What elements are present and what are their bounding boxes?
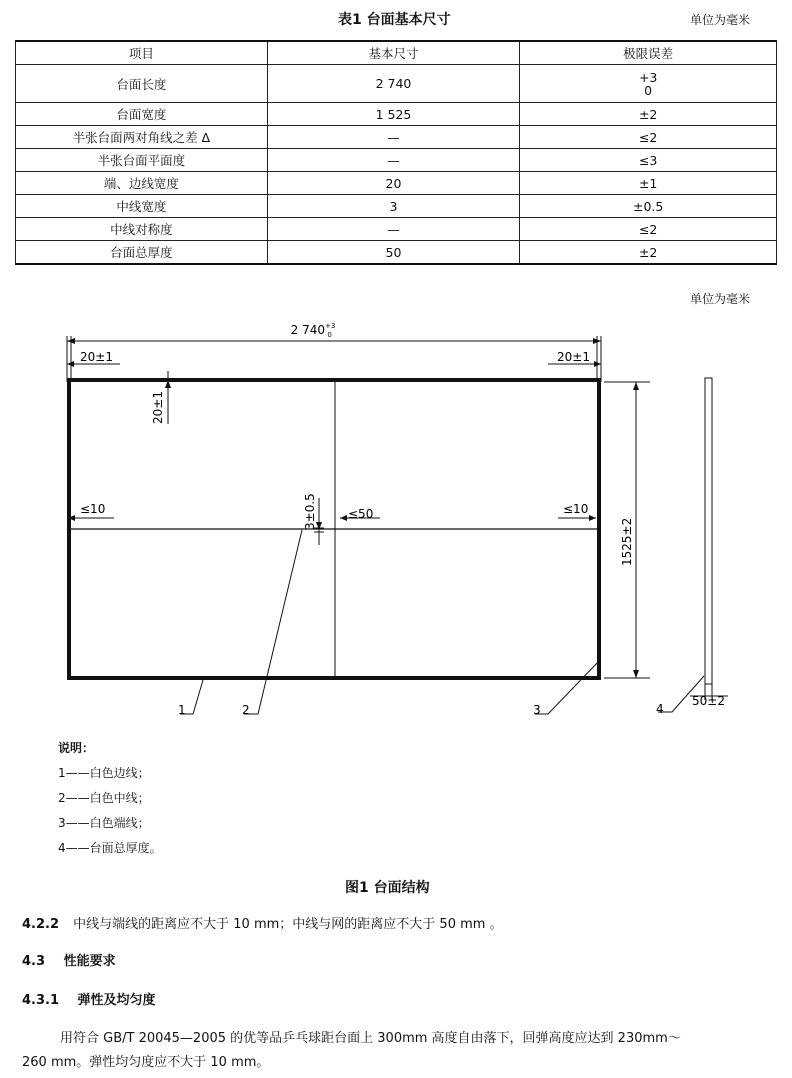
row-item: 中线对称度 bbox=[16, 218, 268, 241]
tolerance-lower: 0 bbox=[644, 82, 653, 98]
table-row bbox=[16, 172, 777, 195]
row-item: 端、边线宽度 bbox=[16, 172, 268, 195]
header-size: 基本尺寸 bbox=[267, 41, 520, 65]
section-title: 弹性及均匀度 bbox=[77, 993, 156, 1008]
callout-leader-3 bbox=[535, 660, 600, 714]
table-row bbox=[16, 195, 777, 218]
header-tolerance: 极限误差 bbox=[520, 41, 777, 65]
row-item: 台面宽度 bbox=[16, 103, 268, 126]
border-right-label: 20±1 bbox=[557, 350, 590, 364]
table-structure-drawing bbox=[0, 310, 792, 720]
end-line-label: 20±1 bbox=[151, 391, 165, 424]
header-item: 项目 bbox=[16, 41, 268, 65]
mid-line-label: 3±0.5 bbox=[303, 493, 317, 530]
center-gap-label: ≤50 bbox=[348, 507, 374, 521]
row-tolerance: ≤2 bbox=[520, 218, 777, 241]
table-row bbox=[16, 126, 777, 149]
table-unit: 单位为毫米 bbox=[690, 13, 751, 27]
tolerance-upper: +3 bbox=[638, 69, 658, 85]
legend-item: 4——台面总厚度。 bbox=[58, 841, 162, 855]
legend-title: 说明： bbox=[58, 741, 95, 755]
callout-1: 1 bbox=[178, 703, 186, 717]
row-item: 半张台面两对角线之差 Δ bbox=[16, 126, 268, 149]
border-left-label: 20±1 bbox=[80, 350, 113, 364]
length-label: 2 $740^{+3}$ 0 bbox=[290, 322, 336, 339]
row-size: 3 bbox=[267, 195, 520, 218]
arrow-head bbox=[633, 382, 639, 390]
figure-legend bbox=[58, 736, 162, 861]
row-size: 20 bbox=[267, 172, 520, 195]
table-row bbox=[16, 103, 777, 126]
thickness-label: 50±2 bbox=[692, 694, 725, 708]
row-tolerance: ±2 bbox=[520, 241, 777, 265]
callout-4: 4 bbox=[656, 702, 664, 716]
section-4-2-2 bbox=[22, 913, 503, 932]
row-size: 1 525 bbox=[267, 103, 520, 126]
row-tolerance: ≤3 bbox=[520, 149, 777, 172]
row-item: 半张台面平面度 bbox=[16, 149, 268, 172]
section-number: 4.3 bbox=[22, 954, 46, 969]
row-tolerance: ±0.5 bbox=[520, 195, 777, 218]
table-row bbox=[16, 65, 777, 103]
left-gap-label: ≤10 bbox=[80, 502, 106, 516]
arrow-head bbox=[589, 515, 596, 521]
row-size: — bbox=[267, 126, 520, 149]
legend-item: 3——白色端线； bbox=[58, 816, 150, 830]
callout-3: 3 bbox=[533, 703, 541, 717]
table-caption: 表1 台面基本尺寸 bbox=[338, 12, 451, 28]
callout-leader-2 bbox=[244, 530, 302, 714]
row-size: — bbox=[267, 218, 520, 241]
arrow-head bbox=[340, 515, 347, 521]
table-row bbox=[16, 218, 777, 241]
row-size: — bbox=[267, 149, 520, 172]
paragraph-line-2: 260 mm。弹性均匀度应不大于 10 mm。 bbox=[22, 1055, 270, 1070]
section-4-3 bbox=[22, 950, 116, 969]
table-row bbox=[16, 149, 777, 172]
row-size: 50 bbox=[267, 241, 520, 265]
section-title: 性能要求 bbox=[63, 954, 116, 969]
right-gap-label: ≤10 bbox=[563, 502, 589, 516]
row-item: 中线宽度 bbox=[16, 195, 268, 218]
section-number: 4.3.1 bbox=[22, 993, 60, 1008]
dimension-table bbox=[15, 40, 777, 265]
paragraph-line-1: 用符合 GB/T 20045—2005 的优等品乒乓球距台面上 300mm 高度自由落下，回弹高度应达到 230mm～ bbox=[60, 1031, 681, 1046]
section-number: 4.2.2 bbox=[22, 917, 60, 932]
row-tolerance: ≤2 bbox=[520, 126, 777, 149]
row-tolerance bbox=[520, 65, 777, 103]
row-tolerance: ±2 bbox=[520, 103, 777, 126]
row-size: 2 740 bbox=[267, 65, 520, 103]
legend-item: 1——白色边线； bbox=[58, 766, 150, 780]
figure-unit: 单位为毫米 bbox=[690, 292, 751, 306]
row-item: 台面总厚度 bbox=[16, 241, 268, 265]
arrow-head bbox=[633, 670, 639, 678]
legend-item: 2——白色中线； bbox=[58, 791, 150, 805]
section-body: 中线与端线的距离应不大于 10 mm；中线与网的距离应不大于 50 mm 。 bbox=[73, 917, 503, 932]
callout-2: 2 bbox=[242, 703, 250, 717]
table-row bbox=[16, 241, 777, 265]
section-4-3-1 bbox=[22, 989, 156, 1008]
side-view-outline bbox=[705, 378, 712, 684]
width-label: 1525±2 bbox=[620, 517, 634, 566]
row-tolerance: ±1 bbox=[520, 172, 777, 195]
row-item: 台面长度 bbox=[16, 65, 268, 103]
table-header-row bbox=[16, 41, 777, 65]
figure-caption: 图1 台面结构 bbox=[345, 880, 430, 896]
